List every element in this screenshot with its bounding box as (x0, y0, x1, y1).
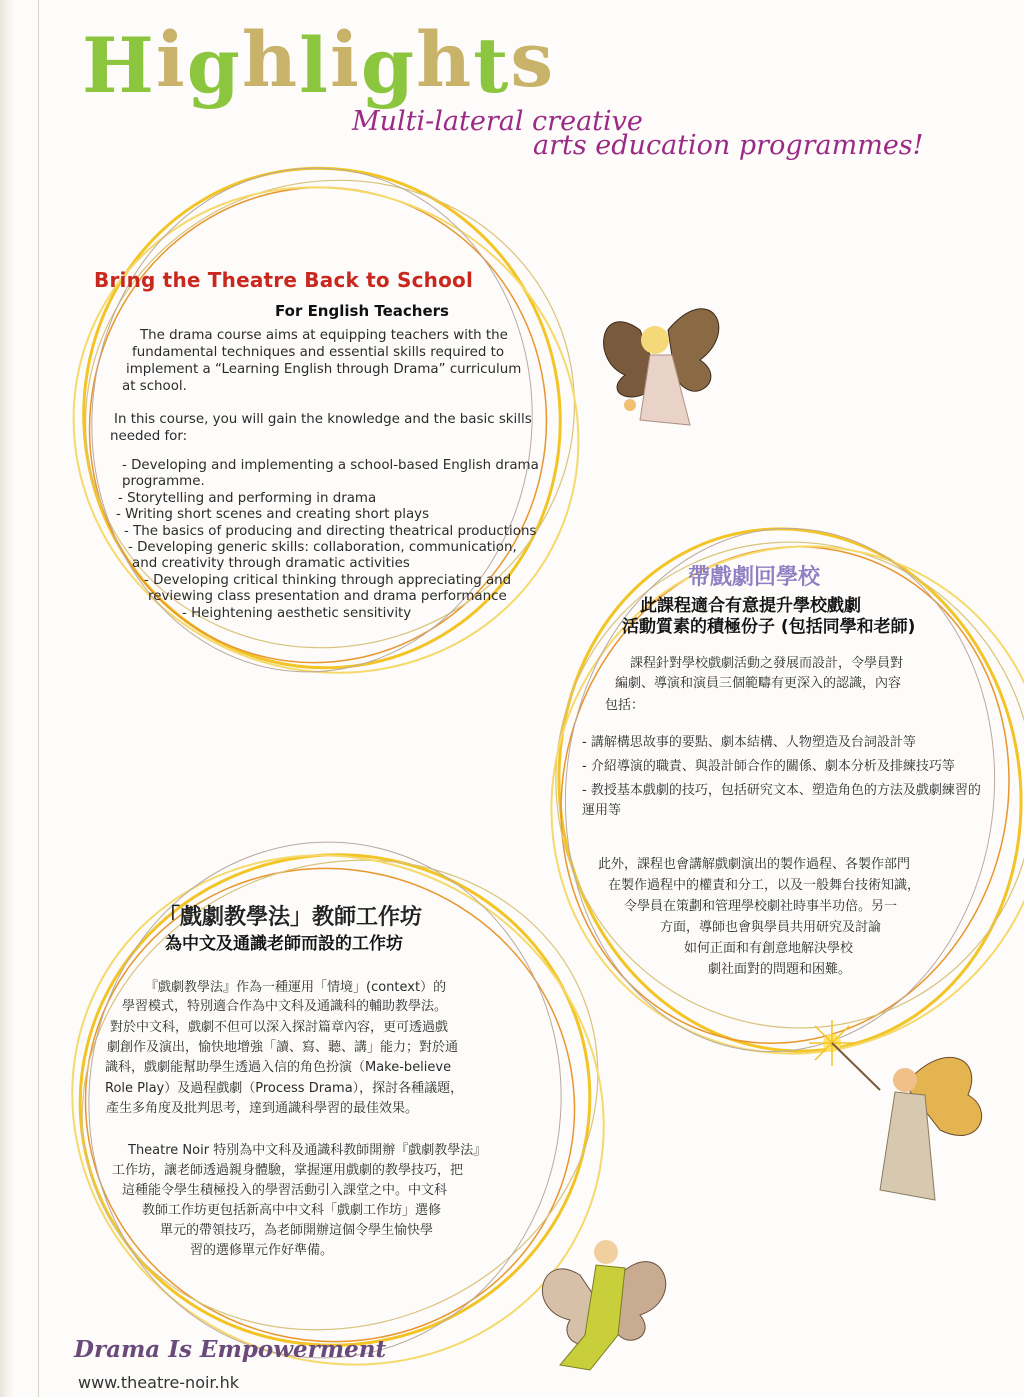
english-course-heading: Bring the Theatre Back to School (94, 268, 474, 292)
list-item: - 講解構思故事的要點、劇本結構、人物塑造及台詞設計等 (582, 735, 916, 750)
workshop-para2-line: 這種能令學生積極投入的學習活動引入課堂之中。中文科 (122, 1183, 448, 1198)
fairy-wand-icon (809, 1020, 982, 1200)
school-course-subheading-1: 此課程適合有意提升學校戲劇 (640, 596, 861, 616)
english-intro-line: implement a “Learning English through Drama” curriculum (126, 362, 522, 377)
workshop-para2-line: 教師工作坊更包括新高中中文科「戲劇工作坊」選修 (142, 1203, 442, 1218)
list-item: - The basics of producing and directing theatrical productions (124, 523, 537, 539)
school-outro-line: 劇社面對的問題和困難。 (708, 962, 852, 977)
title-letter: i (155, 15, 187, 104)
title-letter: h (241, 15, 300, 104)
list-item: - Developing generic skills: collaboration, communication, (128, 540, 517, 556)
school-intro-line: 課程針對學校戲劇活動之發展而設計，令學員對 (630, 656, 904, 671)
workshop-para2-line: 工作坊，讓老師透過親身體驗，掌握運用戲劇的教學技巧，把 (112, 1163, 464, 1178)
page-title (82, 15, 556, 110)
title-letter: H (82, 21, 156, 110)
subtitle-line-2: arts education programmes! (533, 130, 924, 161)
list-item: - Developing critical thinking through appreciating and (144, 572, 512, 588)
school-outro-line: 在製作過程中的權責和分工，以及一般舞台技術知識， (608, 878, 921, 893)
workshop-para1-line: 產生多角度及批判思考，達到通識科學習的最佳效果。 (106, 1101, 419, 1116)
workshop-para1-line: 識科，戲劇能幫助學生透過入信的角色扮演（Make-believe (105, 1060, 452, 1075)
school-outro-line: 如何正面和有創意地解決學校 (684, 941, 854, 956)
fairy-butterfly-icon (604, 309, 719, 425)
footer-tagline: Drama Is Empowerment (74, 1336, 387, 1363)
workshop-para1-line: Role Play）及過程戲劇（Process Drama），探討各種議題， (105, 1081, 464, 1096)
school-outro-line: 方面，導師也會與學員共用研究及討論 (660, 920, 882, 935)
subtitle-line-1: Multi-lateral creative (352, 106, 643, 137)
english-skills-list (110, 458, 560, 622)
english-gain-line: needed for: (110, 429, 188, 444)
workshop-para2-line: 習的選修單元作好準備。 (190, 1243, 334, 1258)
english-gain-line: In this course, you will gain the knowledge and the basic skills (114, 412, 532, 427)
school-intro-line: 包括： (605, 698, 645, 713)
list-item: - Developing and implementing a school-based English drama (122, 458, 539, 473)
workshop-subheading: 為中文及通識老師而設的工作坊 (165, 934, 403, 954)
workshop-para2-line: 單元的帶領技巧，為老師開辦這個令學生愉快學 (160, 1223, 434, 1238)
list-item: reviewing class presentation and drama performance (148, 589, 507, 605)
list-item: - 介紹導演的職責、與設計師合作的關係、劇本分析及排練技巧等 (582, 759, 955, 774)
workshop-para2-line: Theatre Noir 特別為中文科及通識科教師開辦『戲劇教學法』 (128, 1143, 487, 1158)
english-course-subheading: For English Teachers (275, 302, 449, 320)
title-letter: g (186, 21, 242, 110)
english-intro-line: The drama course aims at equipping teachers with the (140, 328, 508, 343)
list-item: - Heightening aesthetic sensitivity (182, 605, 412, 621)
list-item: and creativity through dramatic activities (132, 556, 410, 572)
title-letter: s (510, 15, 556, 104)
workshop-para1-line: 『戲劇教學法』作為一種運用「情境」(context）的 (145, 980, 447, 995)
title-letter: t (473, 21, 511, 110)
workshop-para1-line: 學習模式，特別適合作為中文科及通識科的輔助教學法。 (122, 999, 448, 1014)
list-item: programme. (122, 474, 205, 490)
english-intro-line: fundamental techniques and essential skills required to (132, 345, 505, 360)
school-outro-line: 此外，課程也會講解戲劇演出的製作過程、各製作部門 (598, 857, 911, 872)
title-letter: g (360, 21, 416, 110)
title-letter: i (329, 15, 361, 104)
fairy-sitting-icon (542, 1240, 665, 1370)
school-intro-line: 編劇、導演和演員三個範疇有更深入的認識，內容 (615, 676, 902, 691)
list-item: - Writing short scenes and creating short plays (116, 507, 430, 523)
title-letter: h (415, 15, 474, 104)
workshop-heading: 「戲劇教學法」教師工作坊 (158, 905, 423, 930)
title-letter: l (299, 21, 330, 110)
english-intro-line: at school. (122, 379, 187, 394)
workshop-para1-line: 對於中文科，戲劇不但可以深入探討篇章內容，更可透過戲 (110, 1020, 449, 1035)
workshop-para1-line: 劇創作及演出，愉快地增強「讀、寫、聽、講」能力；對於通 (107, 1040, 459, 1055)
rings-top (0, 105, 659, 756)
list-item: - 教授基本戲劇的技巧，包括研究文本、塑造角色的方法及戲劇練習的運用等 (582, 783, 981, 818)
school-course-items (582, 733, 982, 825)
school-course-heading: 帶戲劇回學校 (688, 565, 821, 590)
school-course-subheading-2: 活動質素的積極份子 (包括同學和老師) (622, 617, 916, 637)
school-outro-line: 令學員在策劃和管理學校劇社時事半功倍。另一 (624, 899, 898, 914)
website-link[interactable]: www.theatre-noir.hk (78, 1373, 240, 1392)
list-item: - Storytelling and performing in drama (118, 490, 377, 506)
